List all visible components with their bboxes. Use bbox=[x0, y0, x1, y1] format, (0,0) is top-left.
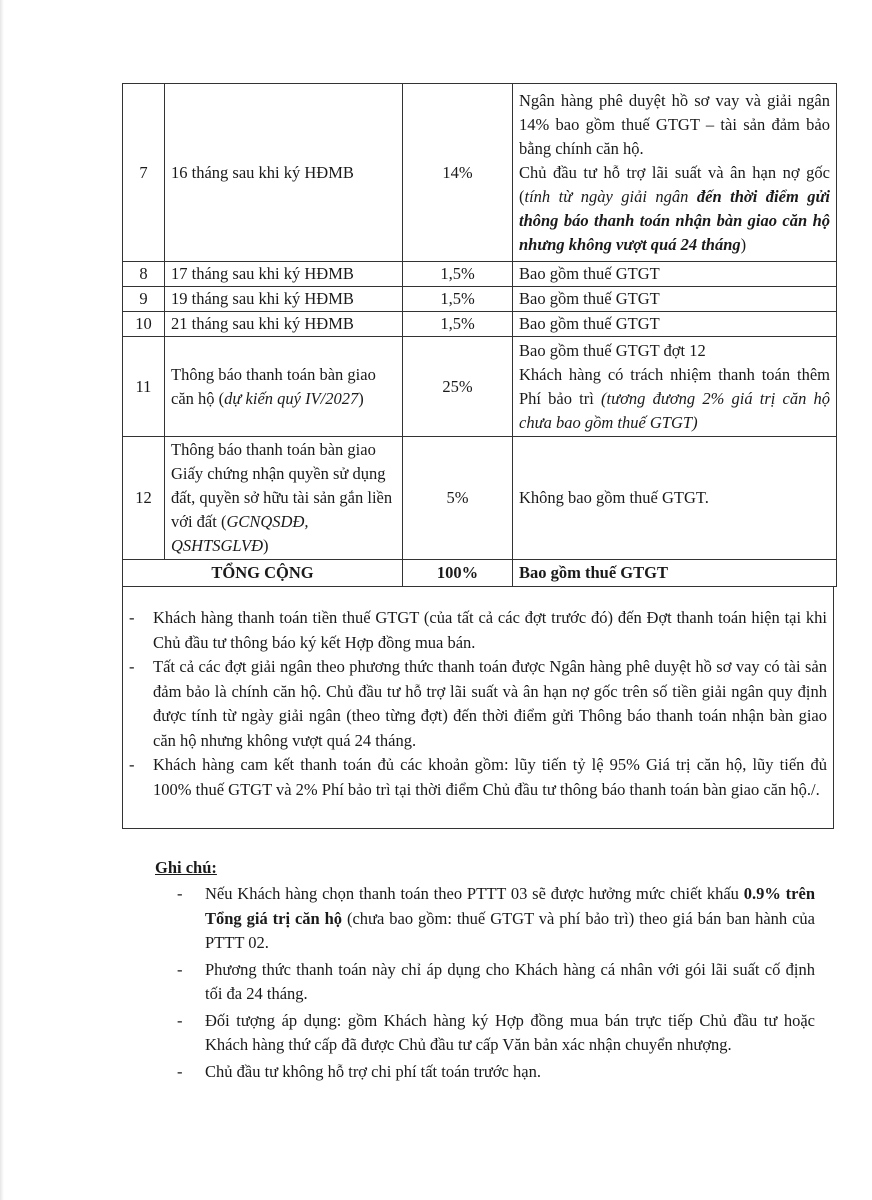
row-number: 12 bbox=[123, 437, 165, 560]
note-text: ) bbox=[740, 234, 747, 254]
list-item-bold-text: 0.9% trên Tổng giá trị căn hộ bbox=[205, 884, 815, 928]
total-percent: 100% bbox=[403, 560, 513, 587]
total-label: TỔNG CỘNG bbox=[123, 560, 403, 587]
page-edge bbox=[0, 0, 4, 1200]
payment-note: Không bao gồm thuế GTGT. bbox=[513, 437, 837, 560]
row-number: 11 bbox=[123, 337, 165, 437]
table-row bbox=[123, 262, 837, 287]
payment-percent: 1,5% bbox=[403, 262, 513, 287]
dash-bullet: - bbox=[129, 657, 135, 676]
conditions-box bbox=[122, 586, 834, 829]
dash-bullet: - bbox=[129, 608, 135, 627]
table-row bbox=[123, 287, 837, 312]
note-text: Khách hàng có trách nhiệm thanh toán thêm Phí bảo trì bbox=[519, 364, 830, 408]
dash-bullet: - bbox=[177, 959, 183, 979]
list-item bbox=[123, 655, 833, 753]
payment-time bbox=[165, 437, 403, 560]
list-item bbox=[155, 1009, 815, 1058]
note-italic-text: tính từ ngày giải ngân bbox=[524, 186, 697, 206]
list-item bbox=[155, 1060, 815, 1085]
payment-time: 17 tháng sau khi ký HĐMB bbox=[165, 262, 403, 287]
list-item bbox=[123, 606, 833, 655]
row-number: 10 bbox=[123, 312, 165, 337]
payment-note: Bao gồm thuế GTGT bbox=[513, 262, 837, 287]
payment-note bbox=[513, 337, 837, 437]
list-item bbox=[155, 958, 815, 1007]
table-row bbox=[123, 312, 837, 337]
payment-time: 19 tháng sau khi ký HĐMB bbox=[165, 287, 403, 312]
payment-percent: 1,5% bbox=[403, 312, 513, 337]
list-item bbox=[155, 882, 815, 956]
time-text: Thông báo thanh toán bàn giao căn hộ ( bbox=[171, 364, 376, 408]
list-item-text: Phương thức thanh toán này chỉ áp dụng cho Khách hàng cá nhân với gói lãi suất cố định tối đa 24 tháng. bbox=[205, 959, 815, 1003]
note-text: Chủ đầu tư hỗ trợ lãi suất và ân hạn nợ gốc ( bbox=[519, 162, 830, 206]
payment-note: Bao gồm thuế GTGT bbox=[513, 287, 837, 312]
table-row bbox=[123, 337, 837, 437]
time-text: ) bbox=[262, 536, 269, 555]
note-text: Ngân hàng phê duyệt hồ sơ vay và giải ngân 14% bao gồm thuế GTGT – tài sản đảm bảo bằng chính căn hộ. bbox=[519, 90, 830, 158]
dash-bullet: - bbox=[129, 755, 135, 774]
note-text: Bao gồm thuế GTGT đợt 12 bbox=[519, 340, 706, 360]
payment-percent: 25% bbox=[403, 337, 513, 437]
payment-percent: 1,5% bbox=[403, 287, 513, 312]
list-item-text: Chủ đầu tư không hỗ trợ chi phí tất toán trước hạn. bbox=[205, 1061, 541, 1081]
row-number: 9 bbox=[123, 287, 165, 312]
payment-percent: 5% bbox=[403, 437, 513, 560]
list-item-text: Khách hàng cam kết thanh toán đủ các khoản gồm: lũy tiến tỷ lệ 95% Giá trị căn hộ, lũy tiến đủ 100% thuế GTGT và 2% Phí bảo trì tại thời điểm Chủ đầu tư thông báo thanh toán bàn giao căn hộ./. bbox=[153, 755, 827, 799]
payment-percent: 14% bbox=[403, 84, 513, 262]
list-item-text: Tất cả các đợt giải ngân theo phương thức thanh toán được Ngân hàng phê duyệt hồ sơ vay có tài sản đảm bảo là chính căn hộ. Chủ đầu tư hỗ trợ lãi suất và ân hạn nợ gốc trên số tiền giải ngân quy định được tính từ ngày giải ngân (theo từng đợt) đến thời điểm gửi Thông báo thanh toán nhận bàn giao căn hộ nhưng không vượt quá 24 tháng. bbox=[153, 657, 827, 750]
row-number: 7 bbox=[123, 84, 165, 262]
list-item-text: (chưa bao gồm: thuế GTGT và phí bảo trì) theo giá bán ban hành của PTTT 02. bbox=[205, 908, 815, 952]
dash-bullet: - bbox=[177, 1061, 183, 1081]
row-number: 8 bbox=[123, 262, 165, 287]
payment-time: 21 tháng sau khi ký HĐMB bbox=[165, 312, 403, 337]
time-text: Thông báo thanh toán bàn giao Giấy chứng nhận quyền sử dụng đất, quyền sở hữu tài sản gắn liền với đất ( bbox=[171, 440, 393, 531]
payment-note bbox=[513, 84, 837, 262]
list-item bbox=[123, 753, 833, 802]
dash-bullet: - bbox=[177, 1010, 183, 1030]
payment-note: Bao gồm thuế GTGT bbox=[513, 312, 837, 337]
list-item-text: Nếu Khách hàng chọn thanh toán theo PTTT 03 sẽ được hưởng mức chiết khấu bbox=[205, 884, 744, 903]
time-italic-text: dự kiến quý IV/2027 bbox=[224, 388, 359, 408]
time-italic-text: GCNQSDĐ, QSHTSGLVĐ bbox=[171, 512, 309, 555]
dash-bullet: - bbox=[177, 884, 183, 903]
note-bold-italic-text: đến thời điểm gửi thông báo thanh toán nhận bàn giao căn hộ nhưng không vượt quá 24 tháng bbox=[519, 186, 830, 254]
table-row bbox=[123, 84, 837, 262]
payment-time bbox=[165, 337, 403, 437]
time-text: ) bbox=[358, 388, 364, 408]
note-italic-text: (tương đương 2% giá trị căn hộ chưa bao gồm thuế GTGT) bbox=[519, 388, 831, 432]
table-row bbox=[123, 437, 837, 560]
notes-title: Ghi chú: bbox=[155, 858, 217, 877]
notes-section bbox=[155, 856, 815, 1086]
payment-time: 16 tháng sau khi ký HĐMB bbox=[165, 84, 403, 262]
total-row bbox=[123, 560, 837, 587]
list-item-text: Khách hàng thanh toán tiền thuế GTGT (của tất cả các đợt trước đó) đến Đợt thanh toán hiện tại khi Chủ đầu tư thông báo ký kết Hợp đồng mua bán. bbox=[153, 608, 827, 652]
list-item-text: Đối tượng áp dụng: gồm Khách hàng ký Hợp đồng mua bán trực tiếp Chủ đầu tư hoặc Khách hàng thứ cấp đã được Chủ đầu tư cấp Văn bản xác nhận chuyển nhượng. bbox=[205, 1010, 815, 1054]
payment-schedule-table bbox=[122, 83, 837, 587]
total-note: Bao gồm thuế GTGT bbox=[513, 560, 837, 587]
